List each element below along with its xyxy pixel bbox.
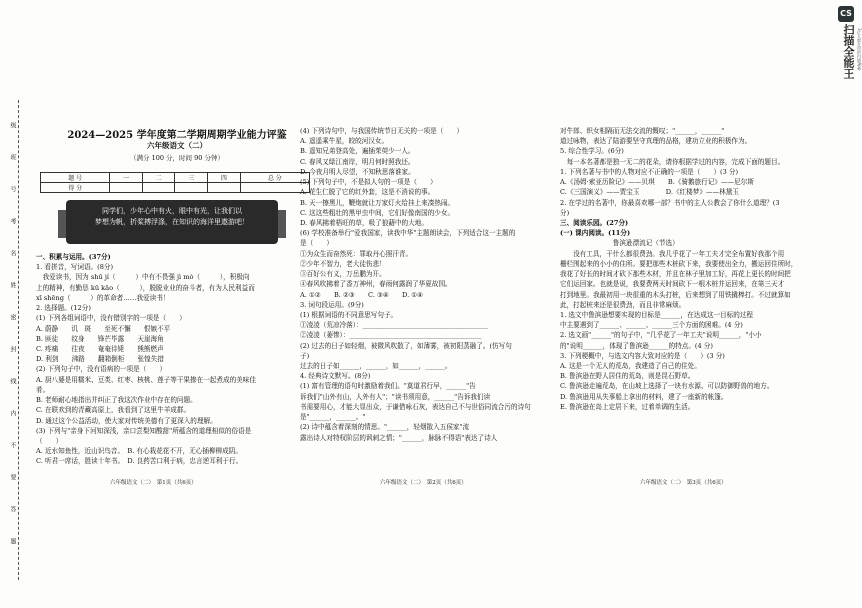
text-line: B. 天一擦黑儿，鞭炮就让万家灯火给挂上来凑热闹。: [300, 198, 455, 207]
text-line: 过去的日子如______，______，如______，______。: [300, 362, 452, 371]
text-line: 诉我们"山外有山，人外有人"；"读书须用意，______"告诉我们读: [300, 392, 491, 401]
text-line: B. 匪徒 纹身 锋芒毕露 天崖海角: [36, 334, 164, 343]
watermark-subtext: 3亿人都在用的扫描App: [857, 28, 862, 71]
text-line: 中主要遇到了______、______、______三个方面的困难。(4 分): [560, 321, 743, 330]
score-input[interactable]: [110, 183, 143, 193]
binding-label: 密: [9, 314, 16, 320]
binding-label: 要: [9, 474, 16, 480]
exam-title: 2024—2025 学年度第二学期周期学业能力评鉴: [67, 130, 287, 141]
text-line: 子): [300, 351, 310, 360]
text-line: ①凌凌（荒凉冷落）：______________________________________: [300, 321, 488, 330]
text-line: 1. 下列名著与书中的人物对应不正确的一项是（ ）(3 分): [560, 167, 739, 176]
text-line: ②凌凌（萎惨）：________________________________________: [300, 331, 482, 340]
text-line: (4) 下列诗句中，与我国传统节日无关的一项是（ ）: [300, 127, 464, 135]
text-line: 打到地里。我最初用一块很重的木头打桩，后来想到了用铁撬棒打。不过就算如: [560, 290, 791, 299]
text-line: D. 鲁滨逊用从失事船上拿出的材料，建了一座新的帐篷。: [560, 392, 728, 401]
text-line: (一) 课内阅读。(11分): [560, 229, 631, 238]
binding-label: 内: [9, 410, 16, 416]
score-cell: 题 号: [41, 173, 110, 183]
text-line: (1) 下列各组词语中，没有错别字的一项是（ ）: [36, 314, 186, 323]
text-line: 每一本名著都是独一无二的花朵，请你根据学过的内容，完成下面的题目。: [560, 157, 785, 166]
binding-label: 班: [9, 154, 16, 160]
text-line: A. ①② B. ②③ C. ③④ D. ①④: [300, 290, 424, 299]
score-input[interactable]: [175, 183, 208, 193]
banner-line: 同学们，少年心中有火，眼中有光，让我们以: [102, 207, 242, 215]
text-line: 2. 选择题。(12分): [36, 304, 91, 313]
text-line: D. 利剑 沸路 翻箱倒柜 张惶失措: [36, 355, 164, 364]
motivation-banner: [66, 200, 278, 244]
text-line: C. 这这些粗壮的黑甲虫中间，它们好像南国的少女。: [300, 208, 455, 217]
text-line: ④春风吹拂着了香万神州，春雨何露润了华夏故园。: [300, 280, 452, 289]
score-value-row: [41, 183, 310, 193]
page-footer-2: 六年级语文（二） 第2页（共6页）: [380, 480, 467, 486]
score-cell: 一: [110, 173, 143, 183]
text-line: B. 鲁滨逊在野人居住的荒岛，则是昆石野草。: [560, 372, 695, 381]
text-line: 道过咏物，表达了陆游要坚守真理的品格，建功立业的积极作为。: [560, 137, 752, 146]
text-line: 5. 综合性学习。(6分): [560, 147, 624, 156]
text-line: ③百好公有义，万岳鹏为开。: [300, 270, 386, 279]
text-line: (2) 诗中蕴含着深刻的情思。"______，轻烟散入五侯家"流: [300, 423, 470, 432]
binding-label: 答: [9, 506, 16, 512]
watermark-text: 扫描全能王: [842, 24, 855, 79]
score-cell: 得 分: [41, 183, 110, 193]
score-cell: 二: [142, 173, 175, 183]
text-line: (1) 根据词语的不同意思写句子。: [300, 310, 398, 319]
text-line: (2) 下列句子中，没有语病的一项是（ ）: [36, 365, 167, 374]
text-line: A. 遥遥乘牛星，皎皎河汉女。: [300, 137, 389, 146]
column-1: [36, 252, 288, 467]
banner-line: 梦想为帆，折桨搏浮涤，在知识的海洋里遨游吧！: [95, 218, 249, 227]
camscanner-icon: CS: [838, 6, 854, 22]
text-line: 此，打起桩来还是很费劲，而且非常麻烦。: [560, 300, 686, 309]
text-line: （ ）: [36, 436, 63, 445]
binding-label: 封: [9, 346, 16, 352]
text-line: C. 听君一席话，胜读十年书。 D. 良药苦口利于病，忠言逆耳利于行。: [36, 457, 243, 466]
scanner-watermark: [838, 6, 862, 82]
text-line: E. 鲁滨逊在岛上定居下来，过着单调的生活。: [560, 402, 695, 411]
score-cell: 三: [175, 173, 208, 183]
text-line: C. 春风又绿江南岸，明月何时照我还。: [300, 157, 415, 166]
exam-meta: （满分 100 分，时间 90 分钟）: [130, 154, 224, 162]
text-line: 1. 看拼音，写词语。(8分): [36, 263, 114, 272]
text-line: 书需要用心，才能大显出众，于谦借咏石灰，表达自己不与世俗同流合污的诗句: [300, 402, 531, 411]
score-input[interactable]: [142, 183, 175, 193]
binding-label: 号: [9, 186, 16, 192]
text-line: 的"说明______，体现了鲁滨逊______的特点。(4 分): [560, 341, 713, 350]
text-line: D. 春风拂着梧旺的草，吸了狼藉中的大地。: [300, 218, 428, 227]
binding-label: 线: [9, 378, 16, 384]
text-line: C. 在联欢到的青藏高原上，我看到了这里牛羊成群。: [36, 406, 191, 415]
score-header-row: [41, 173, 310, 183]
score-cell: 总 分: [240, 173, 309, 183]
text-line: 2. 在学过的名著中，你最喜欢哪一部？书中的主人公教会了你什么道理？(3: [560, 198, 780, 207]
text-line: ①为众生而奋然死：罪取丹心照汗青。: [300, 249, 413, 258]
text-line: B. 老师耐心地指出并纠正了我这次作业中存在的问题。: [36, 396, 197, 405]
text-line: A. 厨八婆是用糯米、豆类、红枣、核桃、莲子等干果掺在一起煮成的美味佳: [36, 375, 256, 384]
page-footer-1: 六年级语文（二） 第1页（共6页）: [110, 480, 197, 486]
text-line: 分): [560, 208, 570, 217]
text-line: 2. 选文画"______"的句子中，"几乎花了一年工夫"说明______，"小小: [560, 331, 762, 340]
exam-subtitle: 六年级语文（二）: [147, 141, 207, 150]
column-2: [300, 126, 552, 443]
score-cell: 四: [208, 173, 241, 183]
text-line: (2) 过去的日子如轻烟，被微风吹散了，如薄雾，被初阳蒸融了。(仿写句: [300, 341, 512, 350]
text-line: B. 遥知兄弟登高处，遍插茱萸少一人。: [300, 147, 415, 156]
text-line: (1) 富有管理的语句时激励着我们。"莫道君行早，______"告: [300, 382, 476, 391]
text-line: 鲁滨逊漂流记（节选）: [560, 239, 679, 248]
text-line: 一、积累与运用。(37分): [36, 253, 111, 261]
binding-label: 名: [9, 250, 16, 256]
text-line: xī shēng（ ）的革命者……我爱读书！: [36, 293, 170, 302]
text-line: A.《汤姆·索亚历险记》——贝琪 B.《骑鹅旅行记》——尼尔斯: [560, 178, 754, 187]
score-table: [40, 172, 310, 193]
text-line: A. 花生仁脱了它的红外套，这是不消说的事。: [300, 188, 435, 197]
text-line: C.《三国演义》——贾宝玉 D.《红楼梦》——林黛玉: [560, 188, 739, 197]
text-line: A. 这是一个无人的荒岛，我建造了自己的住处。: [560, 362, 701, 371]
text-line: (5) 下列句子中，不是拟人句的一项是（ ）: [300, 178, 437, 187]
page-footer-3: 六年级语文（二） 第3页（共6页）: [640, 480, 727, 486]
text-line: ②少年不智力，老大徒伤悲！: [300, 259, 386, 268]
text-line: 4. 经典诗文默写。(8分): [300, 372, 371, 381]
column-3: [560, 126, 812, 412]
text-line: 我爱读书，因为 shū jí（ ）中有不畏强 jì mò（ ），积极向: [36, 273, 250, 282]
text-line: 上的精神，有勤恳 kū kāo（ ），脱脱业业的奋斗者，有为人民利益而: [36, 283, 255, 292]
score-input[interactable]: [208, 183, 241, 193]
text-line: 栅栏围起来的小小的住所。要把那些木桩砍下来，我要使出全力，搬运回住所时，: [560, 259, 798, 268]
text-line: 三、阅读乐园。(27分): [560, 218, 629, 227]
text-line: 3. 下列梗概中，与选文内容大致对应的是（ ）(3 分): [560, 351, 725, 360]
text-line: 我花了好长的时间才砍下那些木材，并且在林子里加工好，再花上更长的时间把: [560, 270, 791, 279]
text-line: A. 蔚静 讥 斑 至死不懈 恨嫉不平: [36, 324, 171, 333]
text-line: 1. 选文中鲁滨逊想要实现的目标是______，在达成这一目标的过程: [560, 310, 754, 319]
text-line: D. 通过这个公益活动，使大家对传统美德有了更深入的理解。: [36, 416, 217, 425]
text-line: C. 疼痛 往夜 奄奄待毙 熊熊燃声: [36, 344, 164, 353]
binding-label: 题: [9, 538, 16, 544]
text-line: 是（ ）: [300, 239, 333, 248]
binding-strip: [6, 100, 28, 580]
text-line: D. 今夜月明人尽望，不知秋思落谁家。: [300, 167, 415, 176]
binding-label: 考: [9, 218, 16, 224]
text-line: 是"______，______。": [300, 413, 366, 422]
binding-label: 级: [9, 122, 16, 128]
text-line: 3. 词句段运用。(9分): [300, 300, 364, 309]
text-line: 对牛郎、织女相隔而无法交流的慨叹；"______，______": [560, 127, 725, 135]
text-line: (6) 学校准备举行"爱我国家，读我中华"主题朗读会，下列适合这一主题的: [300, 229, 516, 238]
binding-label: 姓: [9, 282, 16, 288]
text-line: 肴。: [36, 385, 50, 394]
binding-dashed-line: [18, 100, 19, 580]
binding-label: 不: [9, 442, 16, 448]
text-line: C. 鲁滨逊走遍荒岛，在山坡上选择了一块有水源、可以防御野兽的地方。: [560, 382, 774, 391]
text-line: (3) 下列与"亲身下河知深浅，亲口尝梨知酸甜"所蕴含的道理相似的俗语是: [36, 426, 252, 435]
text-line: A. 近水知鱼性，近山识鸟音。 B. 有心栽花花不开，无心插柳柳成阴。: [36, 447, 242, 456]
text-line: 它们运回家。也就是说，我要费两天时间砍下一根木桩并运回来，在第三天才: [560, 280, 785, 289]
text-line: 没有工具，干什么都很费劲。我几乎花了一年工夫才完全布置好我那个用: [560, 249, 785, 258]
text-line: 露出诗人对特权阶层的讽刺之情；"______，脉脉不得语"表达了诗人: [300, 433, 498, 442]
